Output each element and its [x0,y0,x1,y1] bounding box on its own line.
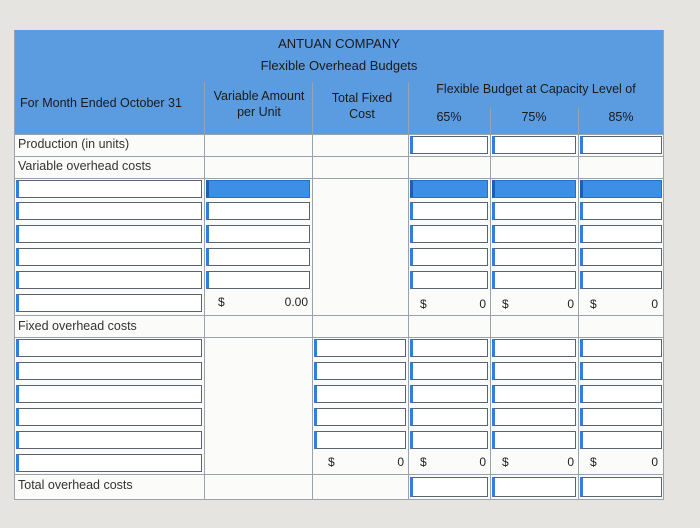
fixed-85-input[interactable] [580,431,662,449]
variable-85-input[interactable] [580,248,662,266]
grid-line [312,82,313,500]
fixed-75-input[interactable] [492,362,576,380]
variable-65-input[interactable] [410,248,488,266]
variable-total-75-value: 0 [567,297,574,311]
variable-65-input[interactable] [410,225,488,243]
fixed-85-input[interactable] [580,385,662,403]
variable-overhead-label: Variable overhead costs [18,159,152,173]
header-band [14,30,664,134]
variable-cost-name-input[interactable] [16,180,202,198]
fixed-total-85-currency: $ [590,455,597,469]
production-85-input[interactable] [580,136,662,154]
variable-85-input[interactable] [580,225,662,243]
grid-line [204,82,205,500]
fixed-85-input[interactable] [580,339,662,357]
fixed-85-input[interactable] [580,362,662,380]
fixed-65-input[interactable] [410,362,488,380]
variable-cost-name-input[interactable] [16,225,202,243]
variable-total-75-currency: $ [502,297,509,311]
variable-65-input[interactable] [410,271,488,289]
flexible-budget-sheet [14,30,664,500]
variable-75-input[interactable] [492,225,576,243]
total-overhead-65-input[interactable] [410,477,488,497]
grid-line [14,178,664,179]
variable-65-input[interactable] [410,202,488,220]
grid-line [490,108,491,500]
variable-total-65-currency: $ [420,297,427,311]
production-label: Production (in units) [18,137,130,151]
fixed-overhead-label: Fixed overhead costs [18,319,137,333]
fixed-65-input[interactable] [410,431,488,449]
variable-rate-input[interactable] [206,180,310,198]
fixed-total-65-value: 0 [479,455,486,469]
variable-total-currency: $ [218,295,225,309]
variable-75-input[interactable] [492,271,576,289]
grid-line [14,337,664,338]
variable-total-name-input[interactable] [16,294,202,312]
variable-total-85-currency: $ [590,297,597,311]
grid-line [14,156,664,157]
level-65-header: 65% [436,110,462,124]
fixed-65-input[interactable] [410,408,488,426]
fixed-cost-input[interactable] [314,362,406,380]
fixed-65-input[interactable] [410,339,488,357]
fixed-65-input[interactable] [410,385,488,403]
production-65-input[interactable] [410,136,488,154]
fixed-total-75-value: 0 [567,455,574,469]
total-fixed-header-line1: Total Fixed [331,91,393,105]
variable-85-input[interactable] [580,271,662,289]
fixed-cost-input[interactable] [314,385,406,403]
total-overhead-label: Total overhead costs [18,478,133,492]
grid-line [14,134,664,135]
variable-rate-input[interactable] [206,248,310,266]
variable-total-85-value: 0 [651,297,658,311]
fixed-total-65-currency: $ [420,455,427,469]
variable-rate-input[interactable] [206,202,310,220]
variable-rate-input[interactable] [206,225,310,243]
fixed-cost-name-input[interactable] [16,408,202,426]
fixed-75-input[interactable] [492,431,576,449]
fixed-75-input[interactable] [492,408,576,426]
grid-line [663,30,664,500]
production-75-input[interactable] [492,136,576,154]
total-overhead-85-input[interactable] [580,477,662,497]
fixed-cost-input[interactable] [314,431,406,449]
fixed-total-name-input[interactable] [16,454,202,472]
variable-85-input[interactable] [580,202,662,220]
total-overhead-75-input[interactable] [492,477,576,497]
fixed-total-75-currency: $ [502,455,509,469]
fixed-total-cost-value: 0 [397,455,404,469]
grid-line [14,30,15,500]
fixed-cost-name-input[interactable] [16,431,202,449]
fixed-75-input[interactable] [492,339,576,357]
variable-cost-name-input[interactable] [16,248,202,266]
grid-line [14,499,664,500]
level-85-header: 85% [608,110,634,124]
variable-75-input[interactable] [492,180,576,198]
level-75-header: 75% [521,110,547,124]
variable-65-input[interactable] [410,180,488,198]
variable-75-input[interactable] [492,202,576,220]
fixed-85-input[interactable] [580,408,662,426]
variable-rate-input[interactable] [206,271,310,289]
company-name: ANTUAN COMPANY [278,36,400,51]
report-subtitle: Flexible Overhead Budgets [260,58,418,73]
grid-line [14,315,664,316]
variable-total-65-value: 0 [479,297,486,311]
variable-75-input[interactable] [492,248,576,266]
total-fixed-header-line2: Cost [349,107,375,121]
flexible-budget-heading: Flexible Budget at Capacity Level of [436,82,636,96]
fixed-75-input[interactable] [492,385,576,403]
fixed-total-85-value: 0 [651,455,658,469]
fixed-cost-name-input[interactable] [16,339,202,357]
grid-line [578,108,579,500]
fixed-total-currency: $ [328,455,335,469]
fixed-cost-name-input[interactable] [16,385,202,403]
period-label: For Month Ended October 31 [20,96,182,110]
variable-amount-header-line2: per Unit [237,105,281,119]
variable-cost-name-input[interactable] [16,202,202,220]
grid-line [14,474,664,475]
variable-total-per-unit: 0.00 [284,295,308,309]
variable-amount-header-line1: Variable Amount [213,89,305,103]
fixed-cost-name-input[interactable] [16,362,202,380]
grid-line [408,82,409,500]
variable-cost-name-input[interactable] [16,271,202,289]
fixed-cost-input[interactable] [314,408,406,426]
variable-85-input[interactable] [580,180,662,198]
fixed-cost-input[interactable] [314,339,406,357]
